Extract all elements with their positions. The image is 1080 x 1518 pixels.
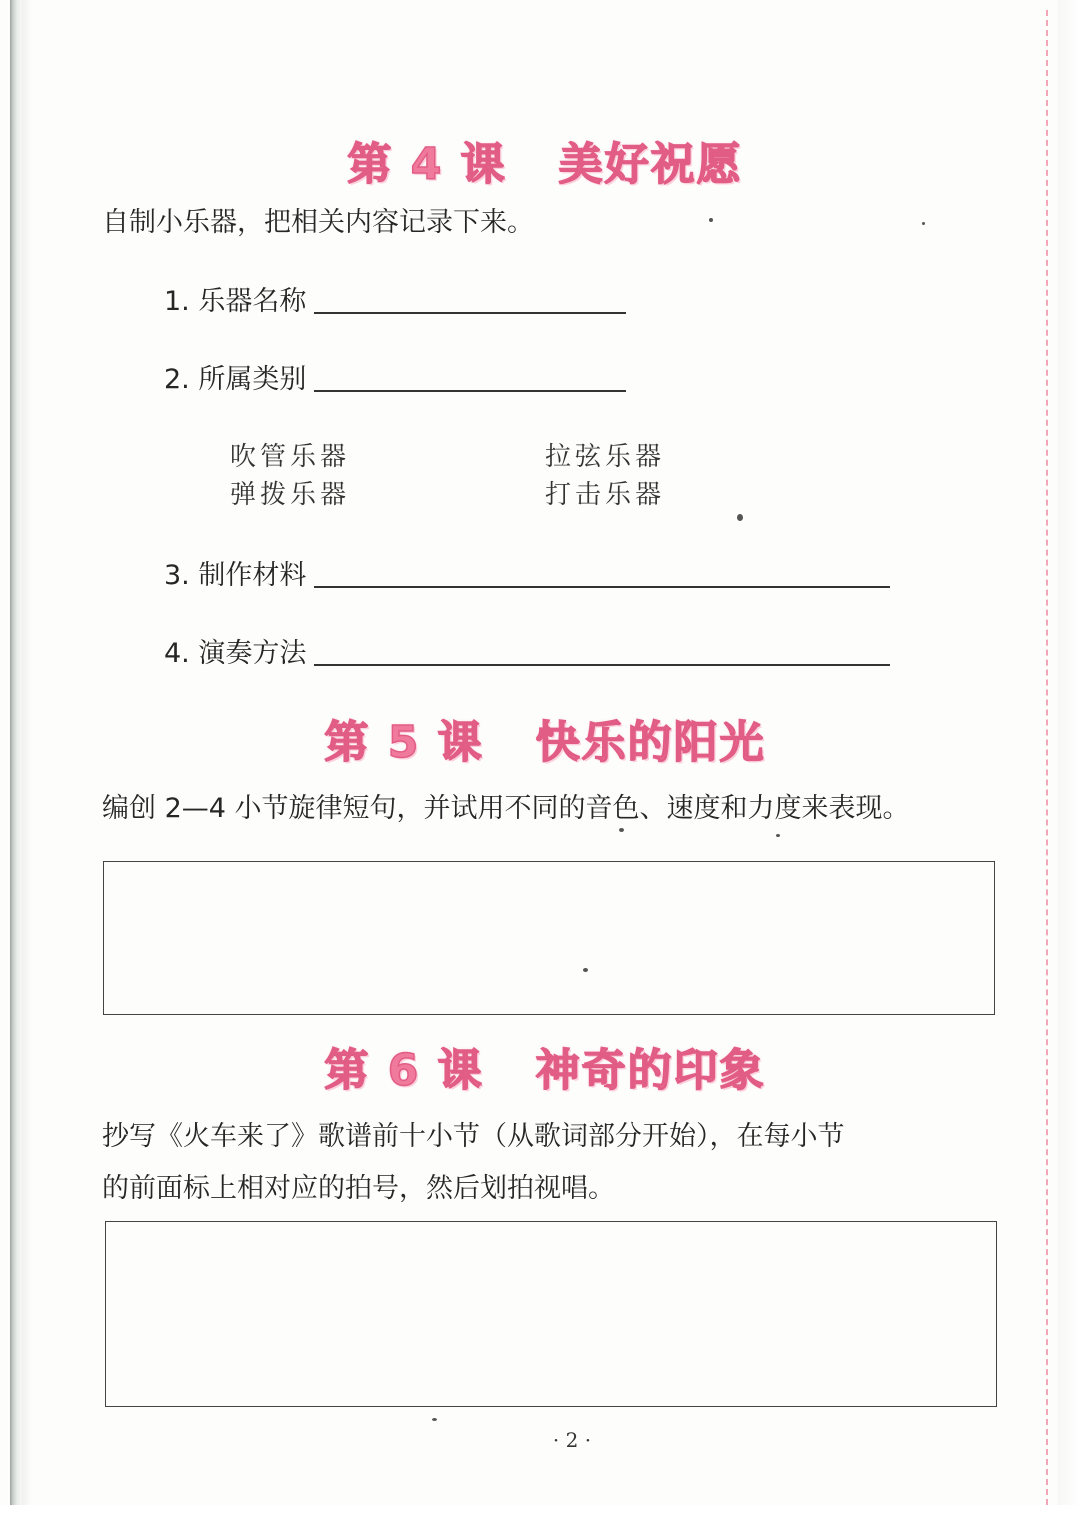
- materials-label: 3. 制作材料: [164, 560, 307, 591]
- scan-speck: [922, 222, 925, 225]
- scan-speck: [619, 828, 624, 832]
- lesson-6-title: 第 6 课 神奇的印象: [324, 1045, 766, 1096]
- materials-field: [164, 552, 890, 592]
- instrument-name-blank[interactable]: [314, 284, 626, 314]
- scan-speck: [776, 834, 780, 837]
- category-wind: 吹管乐器: [230, 442, 351, 472]
- scan-speck: [583, 968, 588, 972]
- playing-method-label: 4. 演奏方法: [164, 638, 307, 669]
- scan-speck: [737, 514, 743, 521]
- category-plucked-string: 弹拨乐器: [230, 480, 351, 510]
- lesson-5-instruction: 编创 2—4 小节旋律短句，并试用不同的音色、速度和力度来表现。: [102, 793, 910, 824]
- instrument-name-label: 1. 乐器名称: [164, 286, 307, 317]
- instrument-category-label: 2. 所属类别: [164, 364, 307, 395]
- melody-answer-box[interactable]: [103, 861, 995, 1015]
- instrument-category-field: [164, 356, 626, 396]
- lesson-6-instruction-line-1: 抄写《火车来了》歌谱前十小节（从歌词部分开始），在每小节: [102, 1121, 845, 1152]
- lesson-6-instruction-line-2: 的前面标上相对应的拍号，然后划拍视唱。: [102, 1173, 615, 1204]
- scan-speck: [709, 218, 713, 222]
- instrument-category-blank[interactable]: [314, 362, 626, 392]
- page-bottom-margin: [0, 1505, 1080, 1518]
- scan-speck: [432, 1418, 437, 1421]
- instrument-name-field: [164, 278, 626, 318]
- materials-blank[interactable]: [314, 558, 890, 588]
- lesson-4-instruction: 自制小乐器，把相关内容记录下来。: [102, 207, 534, 238]
- playing-method-field: [164, 630, 890, 670]
- page-number: · 2 ·: [552, 1428, 592, 1452]
- playing-method-blank[interactable]: [314, 636, 890, 666]
- category-bowed-string: 拉弦乐器: [545, 442, 666, 472]
- lesson-5-title: 第 5 课 快乐的阳光: [324, 717, 766, 768]
- score-copy-answer-box[interactable]: [105, 1221, 997, 1407]
- lesson-4-title: 第 4 课 美好祝愿: [347, 139, 743, 190]
- category-percussion: 打击乐器: [545, 480, 666, 510]
